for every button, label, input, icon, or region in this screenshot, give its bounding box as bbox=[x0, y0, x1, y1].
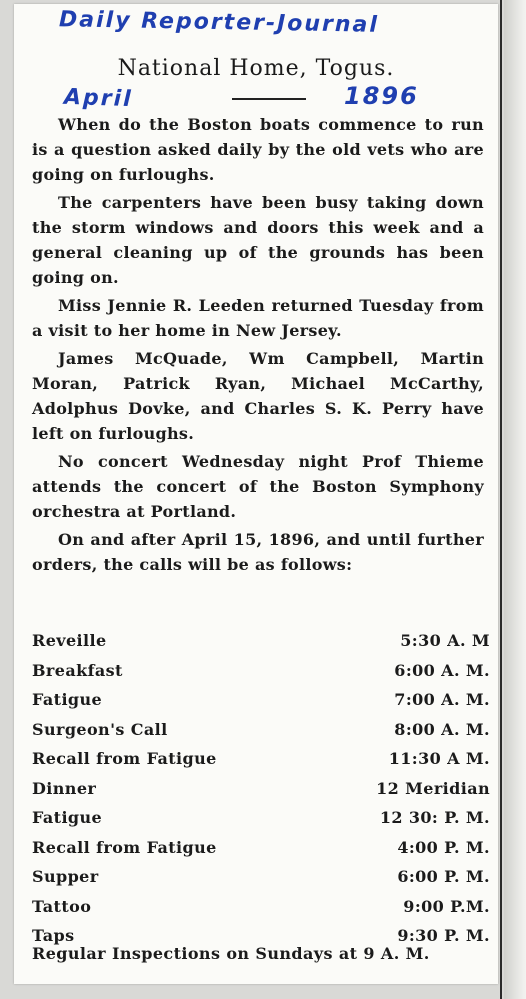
call-name: Supper bbox=[32, 867, 99, 887]
newspaper-clipping bbox=[14, 4, 498, 984]
binder-edge bbox=[500, 0, 502, 999]
call-time: 6:00 P. M. bbox=[397, 867, 490, 887]
call-name: Tattoo bbox=[32, 896, 92, 916]
schedule-row bbox=[32, 656, 490, 686]
call-time: 6:00 A. M. bbox=[394, 660, 490, 680]
schedule-row bbox=[32, 744, 490, 774]
call-name: Fatigue bbox=[32, 808, 103, 828]
call-name: Recall from Fatigue bbox=[32, 837, 217, 857]
article-headline: National Home, Togus. bbox=[117, 56, 395, 81]
schedule-row bbox=[32, 774, 490, 804]
call-name: Breakfast bbox=[32, 660, 123, 680]
call-name: Dinner bbox=[32, 778, 97, 798]
call-time: 12 30: P. M. bbox=[379, 808, 490, 828]
handwritten-year-note: 1896 bbox=[344, 82, 419, 110]
bugle-calls-schedule bbox=[32, 626, 490, 951]
paragraph: James McQuade, Wm Campbell, Martin Moran, Patrick Ryan, Michael McCarthy, Adolphus Dovke, and Charles S. K. Perry have left on furloughs. bbox=[32, 349, 484, 443]
schedule-row bbox=[32, 892, 490, 922]
schedule-row bbox=[32, 715, 490, 745]
headline-rule bbox=[232, 98, 306, 100]
call-name: Surgeon's Call bbox=[32, 719, 168, 739]
handwritten-source-note: Daily Reporter-Journal bbox=[58, 7, 380, 38]
call-time: 7:00 A. M. bbox=[394, 690, 490, 710]
schedule-row bbox=[32, 803, 490, 833]
call-time: 8:00 A. M. bbox=[394, 719, 490, 739]
schedule-row bbox=[32, 685, 490, 715]
article-body bbox=[32, 112, 484, 580]
call-time: 12 Meridian bbox=[376, 778, 490, 798]
call-time: 11:30 A M. bbox=[388, 749, 490, 769]
call-time: 4:00 P. M. bbox=[397, 837, 490, 857]
call-time: 5:30 A. M bbox=[400, 631, 490, 651]
call-time: 9:00 P.M. bbox=[403, 896, 490, 916]
schedule-row bbox=[32, 862, 490, 892]
background-strip bbox=[504, 0, 526, 999]
call-name: Fatigue bbox=[32, 690, 103, 710]
call-name: Taps bbox=[32, 926, 75, 946]
paragraph: When do the Boston boats commence to run is a question asked daily by the old vets who are going on furloughs. bbox=[32, 115, 484, 184]
handwritten-month-note: April bbox=[63, 84, 134, 113]
schedule-row bbox=[32, 833, 490, 863]
call-name: Reveille bbox=[32, 631, 107, 651]
call-time: 9:30 P. M. bbox=[397, 926, 490, 946]
inspections-note: Regular Inspections on Sundays at 9 A. M. bbox=[32, 944, 430, 963]
paragraph: The carpenters have been busy taking down the storm windows and doors this week and a general cleaning up of the grounds has been going on. bbox=[32, 193, 484, 287]
paragraph: No concert Wednesday night Prof Thieme attends the concert of the Boston Symphony orchestra at Portland. bbox=[32, 452, 484, 521]
paragraph: Miss Jennie R. Leeden returned Tuesday from a visit to her home in New Jersey. bbox=[32, 296, 484, 340]
call-name: Recall from Fatigue bbox=[32, 749, 217, 769]
paragraph: On and after April 15, 1896, and until further orders, the calls will be as follows: bbox=[32, 530, 484, 574]
schedule-row bbox=[32, 626, 490, 656]
